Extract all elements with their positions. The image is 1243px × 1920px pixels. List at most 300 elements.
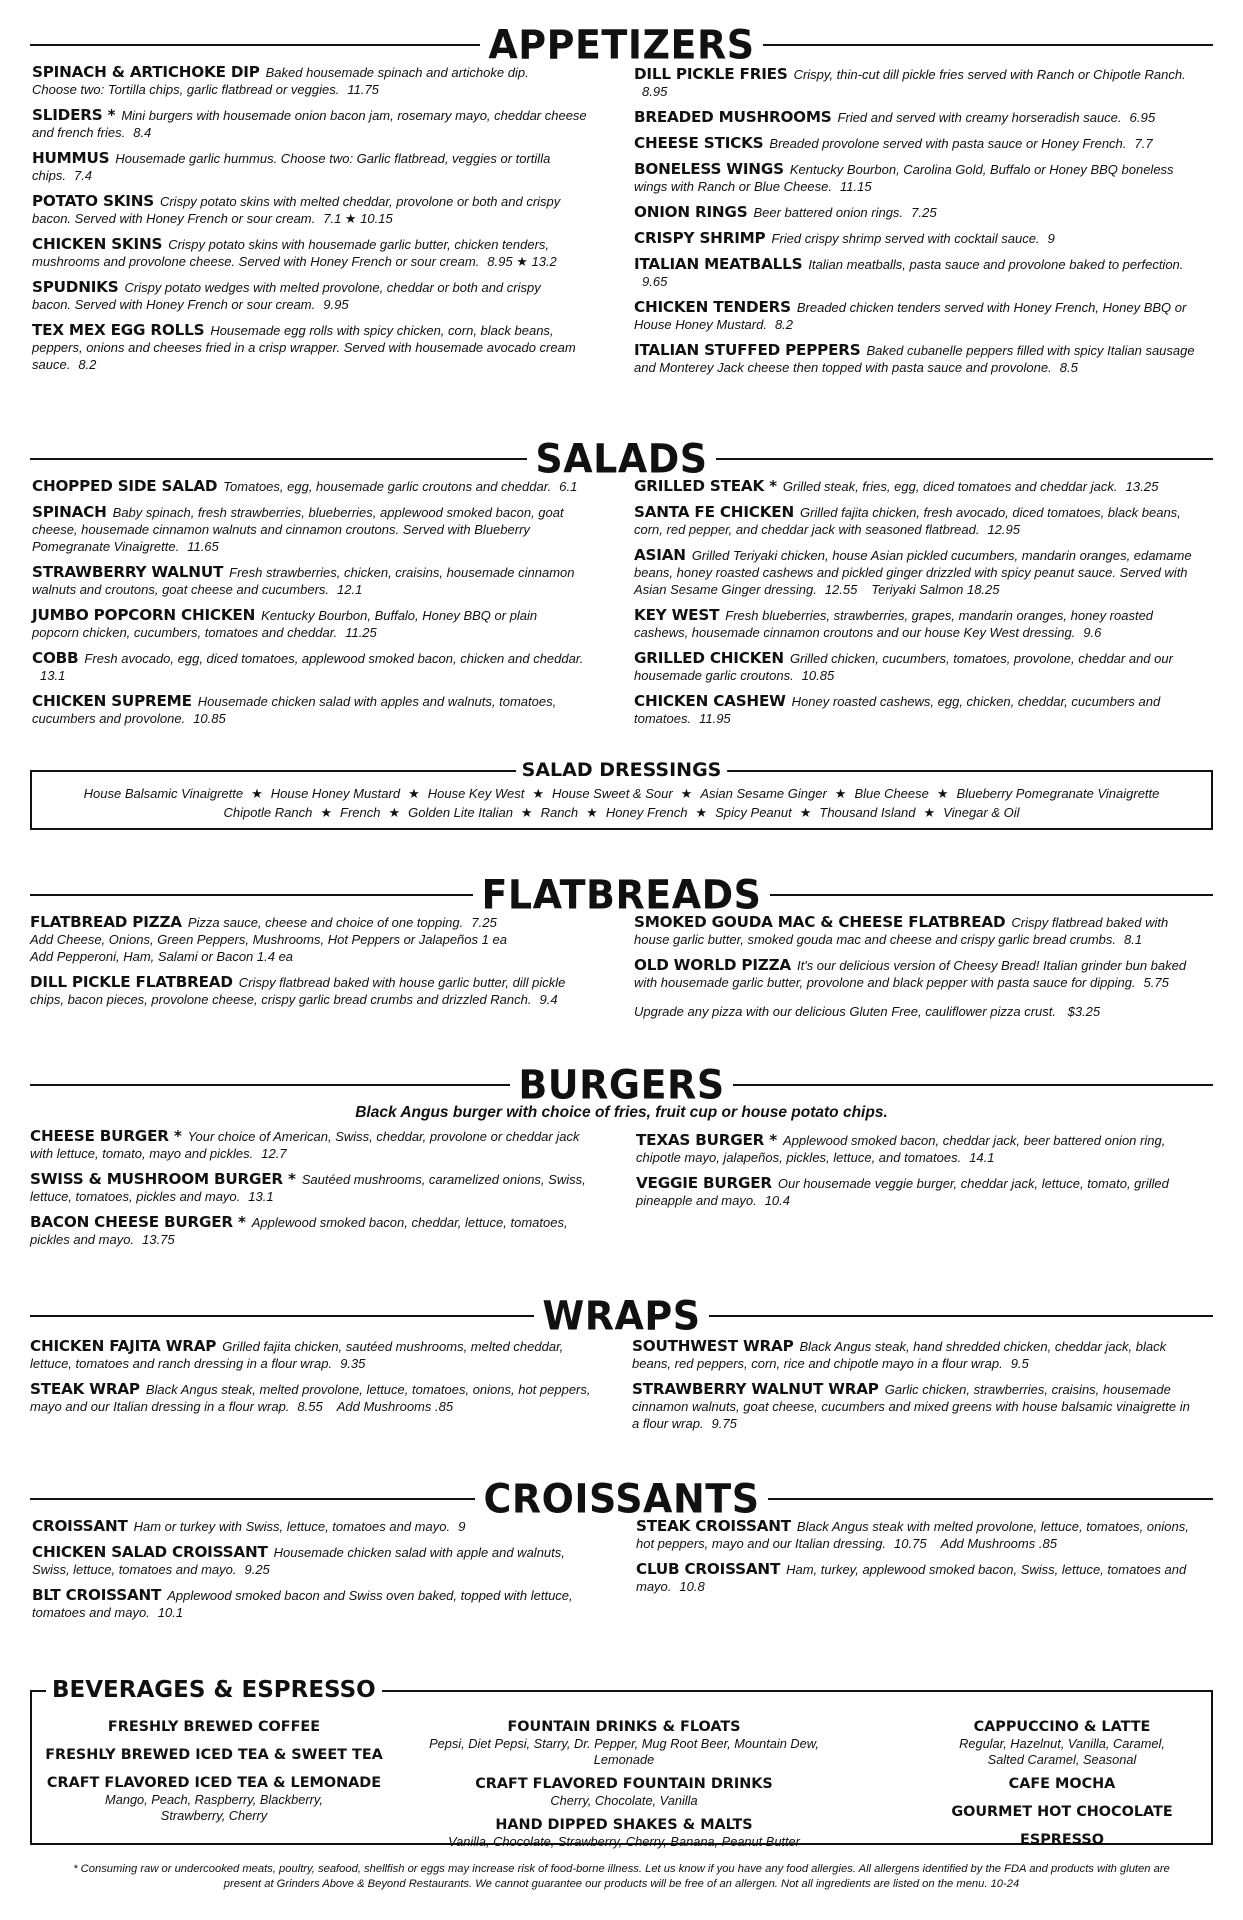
menu-item (32, 322, 620, 373)
beverages-column-3 (932, 1718, 1192, 1859)
footnote-line-1: * Consuming raw or undercooked meats, poultry, seafood, shellfish or eggs may increase risk of food-borne illness. Let us know if you have any food allergies. All allergens identified by the FDA and products with gluten are (73, 1863, 1170, 1875)
salads-title: SALADS (535, 435, 708, 483)
menu-item (32, 107, 620, 141)
menu-item-name: ASIAN (634, 546, 686, 564)
menu-item-description: Ham, turkey, applewood smoked bacon, Swiss, lettuce, tomatoes and (786, 1562, 1187, 1577)
dressings-row-1 (40, 784, 1203, 803)
menu-item-name: ITALIAN STUFFED PEPPERS (634, 341, 861, 359)
croissants-header (30, 1476, 1213, 1522)
menu-item-description-line: House Honey Mustard. 8.2 (634, 317, 794, 332)
menu-item-price: 5.75 (1143, 975, 1169, 990)
menu-item-name: VEGGIE BURGER (636, 1174, 772, 1192)
menu-item-price: 6.95 (1129, 110, 1156, 125)
menu-item (634, 504, 1222, 538)
menu-item-name: TEXAS BURGER * (636, 1131, 777, 1149)
menu-item-price: 13.75 (142, 1232, 175, 1247)
dressing-name: Ranch (540, 805, 579, 820)
appetizers-left-column (32, 64, 620, 382)
burgers-right-column (636, 1132, 1224, 1218)
menu-item (32, 64, 620, 98)
salad-dressings-title: SALAD DRESSINGS (516, 759, 728, 781)
menu-item-description-line: Pomegranate Vinaigrette. 11.65 (32, 539, 219, 554)
menu-item-price: 12.55 (824, 582, 858, 597)
dressing-name: French (340, 805, 381, 820)
menu-item-description: Italian meatballs, pasta sauce and provolone baked to perfection. (808, 257, 1184, 272)
menu-item-description-line: cashews, housemade cinnamon croutons and our house Key West dressing. 9.6 (634, 625, 1102, 640)
menu-item (32, 478, 620, 495)
menu-item-description: Grilled steak, fries, egg, diced tomatoes and cheddar jack. (782, 479, 1118, 494)
menu-item-price: 8.2 (774, 317, 794, 332)
menu-item (30, 1381, 618, 1415)
menu-item-name: FLATBREAD PIZZA (30, 913, 182, 931)
menu-item-description: Black Angus steak, hand shredded chicken, cheddar jack, black (799, 1339, 1167, 1354)
menu-item-description-line: mushrooms and provolone cheese. Served with Honey French or sour cream. 8.95 ★ 13.2 (32, 254, 557, 269)
menu-item-description: Fried crispy shrimp served with cocktail sauce. (771, 231, 1040, 246)
flatbreads-left-column (30, 914, 618, 1017)
menu-item (634, 161, 1222, 195)
beverage-spacer (932, 1849, 1192, 1859)
menu-item-price: 11.25 (345, 625, 377, 640)
menu-item-price: 12.95 (987, 522, 1020, 537)
menu-item-description: Grilled chicken, cucumbers, tomatoes, provolone, cheddar and our (789, 651, 1173, 666)
beverage-options-line: Strawberry, Cherry (160, 1808, 268, 1823)
beverage-heading: FRESHLY BREWED COFFEE (107, 1719, 321, 1735)
croissants-left-column (32, 1518, 620, 1630)
menu-item (32, 150, 620, 184)
menu-item-description: Breaded provolone served with pasta sauce or Honey French. (769, 136, 1127, 151)
menu-item-price: 6.1 (559, 479, 578, 494)
menu-item-name: ONION RINGS (634, 203, 748, 221)
beverage-heading: HAND DIPPED SHAKES & MALTS (495, 1817, 753, 1833)
menu-item-description: Our housemade veggie burger, cheddar jack, lettuce, tomato, grilled (777, 1176, 1169, 1191)
menu-item-price: 9.65 (642, 274, 668, 289)
menu-item-price: 12.7 (261, 1146, 287, 1161)
menu-item-price: 9.25 (244, 1562, 270, 1577)
menu-item-description: Housemade chicken salad with apples and walnuts, tomatoes, (197, 694, 557, 709)
menu-item-name: STEAK CROISSANT (636, 1517, 791, 1535)
menu-item-description-line: pickles and mayo. 13.75 (30, 1232, 175, 1247)
menu-item (634, 693, 1222, 727)
menu-item-description-line: walnuts and croutons, goat cheese and cucumbers. 12.1 (32, 582, 363, 597)
menu-item (636, 1561, 1224, 1595)
menu-item-description-line: chips, bacon pieces, provolone cheese, crispy garlic bread crumbs and drizzled Ranch. 9.4 (30, 992, 558, 1007)
menu-item-name: GRILLED CHICKEN (634, 649, 784, 667)
menu-item-description-line: cucumbers and provolone. 10.85 (32, 711, 226, 726)
menu-item-description: Honey roasted cashews, egg, chicken, cheddar, cucumbers and (791, 694, 1161, 709)
star-separator-icon: ★ (251, 786, 263, 801)
menu-item-name: HUMMUS (32, 149, 110, 167)
menu-item-price: 9 (1047, 231, 1055, 246)
flatbreads-header (30, 872, 1213, 918)
menu-item-description-line: bacon. Served with Honey French or sour cream. 7.1 ★ 10.15 (32, 211, 393, 226)
menu-item-description: Ham or turkey with Swiss, lettuce, tomatoes and mayo. (133, 1519, 451, 1534)
menu-item-price: 12.1 (337, 582, 363, 597)
menu-item-extra: Add Mushrooms .85 (336, 1399, 454, 1414)
menu-item-description-line: peppers, onions and cheeses fried in a crisp wrapper. Served with housemade avocado cream (32, 340, 576, 355)
beverage-options (932, 1736, 1192, 1768)
menu-item-price: 10.85 (801, 668, 835, 683)
salads-left-column (32, 478, 620, 736)
beverages-column-2 (404, 1718, 844, 1857)
menu-item-name: CHICKEN FAJITA WRAP (30, 1337, 217, 1355)
menu-item (30, 1338, 618, 1372)
menu-item (634, 66, 1222, 100)
menu-item-description-line: and french fries. 8.4 (32, 125, 152, 140)
beverage-options (404, 1793, 844, 1809)
salad-dressings-box (30, 759, 1213, 830)
menu-item (32, 193, 620, 227)
menu-item-description: Fresh blueberries, strawberries, grapes, mandarin oranges, honey roasted (725, 608, 1154, 623)
menu-item-description: Grilled fajita chicken, fresh avocado, diced tomatoes, black beans, (799, 505, 1181, 520)
menu-item-name: SPUDNIKS (32, 278, 119, 296)
menu-item-description: Crispy flatbread baked with house garlic butter, dill pickle (238, 975, 566, 990)
menu-item (30, 914, 618, 965)
menu-item-name: STRAWBERRY WALNUT (32, 563, 224, 581)
menu-item-price: 9.6 (1083, 625, 1102, 640)
menu-item-price: 9 (458, 1519, 466, 1534)
salads-header (30, 436, 1213, 482)
menu-item-description: Crispy potato skins with melted cheddar, provolone or both and crispy (159, 194, 561, 209)
menu-item (32, 279, 620, 313)
menu-item-description-line: housemade garlic croutons. 10.85 (634, 668, 835, 683)
star-separator-icon: ★ (408, 786, 420, 801)
menu-item-name: JUMBO POPCORN CHICKEN (32, 606, 256, 624)
menu-item-description: Crispy potato skins with housemade garlic butter, chicken tenders, (168, 237, 550, 252)
beverage-options (36, 1792, 392, 1824)
menu-item-price: 10.1 (157, 1605, 184, 1620)
star-separator-icon: ★ (936, 786, 949, 801)
salads-right-column (634, 478, 1222, 736)
beverage-spacer (932, 1821, 1192, 1831)
menu-item-description-line: mayo and our Italian dressing in a flour wrap. 8.55 Add Mushrooms .85 (30, 1399, 454, 1414)
menu-item-name: COBB (32, 649, 79, 667)
menu-item-description: It's our delicious version of Cheesy Bread! Italian grinder bun baked (796, 958, 1187, 973)
dressing-name: House Key West (427, 786, 525, 801)
appetizers-right-column (634, 66, 1222, 385)
menu-item-extra: Teriyaki Salmon 18.25 (871, 582, 1000, 597)
menu-item-name: BACON CHEESE BURGER * (30, 1213, 246, 1231)
menu-item-description-line: and Monterey Jack cheese then topped with pasta sauce and provolone. 8.5 (634, 360, 1078, 375)
menu-item-description: Sautéed mushrooms, caramelized onions, Swiss, (301, 1172, 586, 1187)
dressing-name: Blue Cheese (854, 786, 929, 801)
menu-item-name: SWISS & MUSHROOM BURGER * (30, 1170, 296, 1188)
gluten-free-price: $3.25 (1067, 1004, 1101, 1019)
menu-item-description: Crispy, thin-cut dill pickle fries served with Ranch or Chipotle Ranch. (793, 67, 1186, 82)
menu-item-name: DILL PICKLE FRIES (634, 65, 788, 83)
menu-item-description-line: mayo. 10.8 (636, 1579, 705, 1594)
menu-item (634, 607, 1222, 641)
star-separator-icon: ★ (520, 805, 533, 820)
burgers-title: BURGERS (518, 1061, 725, 1109)
menu-item-description-line: tomatoes and mayo. 10.1 (32, 1605, 184, 1620)
footnote-line-2: present at Grinders Above & Beyond Restaurants. We cannot guarantee our products will be free of an allergen. Not all ingredients are listed on the menu. 10-24 (223, 1878, 1020, 1890)
burgers-left-column (30, 1128, 618, 1257)
menu-item-price: 10.75 (894, 1536, 927, 1551)
menu-item (32, 607, 620, 641)
menu-item (30, 1128, 618, 1162)
menu-item-price: 9.75 (711, 1416, 737, 1431)
menu-item-price: 10.4 (764, 1193, 791, 1208)
menu-item-price: 8.4 (133, 125, 152, 140)
beverage-options-line: Salted Caramel, Seasonal (987, 1752, 1137, 1767)
menu-item-description-line: chips. 7.4 (32, 168, 93, 183)
menu-item-price: 7.4 (73, 168, 93, 183)
menu-item-description-line (634, 273, 1222, 290)
menu-item-description: Housemade chicken salad with apple and walnuts, (273, 1545, 565, 1560)
menu-item-description-line: Add Pepperoni, Ham, Salami or Bacon 1.4 ea (30, 949, 294, 964)
menu-item (32, 1587, 620, 1621)
menu-item-name: TEX MEX EGG ROLLS (32, 321, 205, 339)
menu-item-description-line: cheese, housemade cinnamon walnuts and cinnamon croutons. Served with Blueberry (32, 522, 530, 537)
menu-item-description: Your choice of American, Swiss, cheddar, provolone or cheddar jack (187, 1129, 580, 1144)
menu-item-description: Baked housemade spinach and artichoke dip. (265, 65, 529, 80)
menu-item-description: Grilled fajita chicken, sautéed mushrooms, melted cheddar, (222, 1339, 564, 1354)
menu-item-name: CHICKEN SUPREME (32, 692, 192, 710)
menu-item-name: SPINACH (32, 503, 107, 521)
appetizers-header (30, 22, 1213, 68)
menu-item-name: SANTA FE CHICKEN (634, 503, 794, 521)
beverages-box (30, 1677, 1213, 1849)
star-separator-icon: ★ (799, 805, 812, 820)
menu-item-description-line: pineapple and mayo. 10.4 (636, 1193, 791, 1208)
menu-item (634, 299, 1222, 333)
menu-item-name: DILL PICKLE FLATBREAD (30, 973, 233, 991)
menu-item-name: CHICKEN SKINS (32, 235, 163, 253)
menu-item-description-line: cinnamon walnuts, goat cheese, cucumbers and mixed greens with house balsamic vinaigrette in (632, 1399, 1190, 1414)
menu-item-price: 7.25 (911, 205, 937, 220)
menu-item-price: 11.95 (699, 711, 731, 726)
menu-item (32, 564, 620, 598)
menu-item-description-line (634, 83, 1222, 100)
menu-item-price: 11.65 (187, 539, 219, 554)
star-separator-icon: ★ (834, 786, 847, 801)
menu-item-description-line: Swiss, lettuce, tomatoes and mayo. 9.25 (32, 1562, 270, 1577)
menu-item-description: Applewood smoked bacon, cheddar jack, beer battered onion ring, (783, 1133, 1166, 1148)
menu-item (634, 204, 1222, 221)
menu-item-description: Applewood smoked bacon and Swiss oven baked, topped with lettuce, (167, 1588, 573, 1603)
menu-item (30, 1214, 618, 1248)
menu-item-description: Pizza sauce, cheese and choice of one topping. (187, 915, 464, 930)
menu-item-price: 11.15 (840, 179, 872, 194)
beverage-spacer (36, 1764, 392, 1774)
star-separator-icon: ★ (695, 805, 708, 820)
burgers-subtitle: Black Angus burger with choice of fries, fruit cup or house potato chips. (355, 1104, 888, 1121)
beverage-heading: CRAFT FLAVORED ICED TEA & LEMONADE (46, 1775, 382, 1791)
menu-item-description-line: Asian Sesame Ginger dressing. 12.55 Teriyaki Salmon 18.25 (634, 582, 1000, 597)
menu-item (634, 957, 1222, 991)
menu-item-price: 10.8 (679, 1579, 705, 1594)
beverage-options (404, 1736, 844, 1768)
menu-item-description: Fried and served with creamy horseradish sauce. (837, 110, 1122, 125)
menu-item-price: 7.1 ★ 10.15 (323, 211, 393, 226)
menu-item (634, 256, 1222, 290)
menu-item-description-line: bacon. Served with Honey French or sour cream. 9.95 (32, 297, 349, 312)
menu-item-description-line: Choose two: Tortilla chips, garlic flatbread or veggies. 11.75 (32, 82, 379, 97)
menu-item (634, 342, 1222, 376)
menu-item-name: BLT CROISSANT (32, 1586, 162, 1604)
menu-item (634, 135, 1222, 152)
menu-item-price: 9.95 (323, 297, 349, 312)
menu-item-description: Baked cubanelle peppers filled with spicy Italian sausage (866, 343, 1195, 358)
menu-item (634, 230, 1222, 247)
allergen-footnote (40, 1862, 1203, 1892)
menu-item (634, 650, 1222, 684)
wraps-right-column (632, 1338, 1220, 1441)
menu-item-description-line: hot peppers, mayo and our Italian dressing. 10.75 Add Mushrooms .85 (636, 1536, 1057, 1551)
menu-item-price: 9.35 (340, 1356, 366, 1371)
menu-item-price: 7.25 (471, 915, 497, 930)
beverage-heading: GOURMET HOT CHOCOLATE (951, 1804, 1173, 1820)
beverage-heading: CAFE MOCHA (1008, 1776, 1116, 1792)
croissants-title: CROISSANTS (483, 1475, 760, 1523)
menu-item-price: 13.1 (248, 1189, 274, 1204)
menu-item (30, 1171, 618, 1205)
star-separator-icon: ★ (680, 786, 693, 801)
beverage-heading: FOUNTAIN DRINKS & FLOATS (507, 1719, 741, 1735)
croissants-right-column (636, 1518, 1224, 1604)
beverage-spacer (36, 1736, 392, 1746)
menu-item-description: Fresh avocado, egg, diced tomatoes, applewood smoked bacon, chicken and cheddar. (84, 651, 584, 666)
beverage-heading: CAPPUCCINO & LATTE (973, 1719, 1151, 1735)
menu-item-price: 8.1 (1123, 932, 1143, 947)
menu-item-name: OLD WORLD PIZZA (634, 956, 791, 974)
menu-item (632, 1338, 1220, 1372)
menu-item-description-line: Add Cheese, Onions, Green Peppers, Mushrooms, Hot Peppers or Jalapeños 1 ea (30, 932, 507, 947)
dressing-name: House Balsamic Vinaigrette (83, 786, 244, 801)
wraps-left-column (30, 1338, 618, 1424)
menu-item-description: Crispy potato wedges with melted provolone, cheddar or both and crispy (124, 280, 541, 295)
menu-item-description: Black Angus steak, melted provolone, lettuce, tomatoes, onions, hot peppers, (145, 1382, 591, 1397)
beverage-heading: CRAFT FLAVORED FOUNTAIN DRINKS (475, 1776, 773, 1792)
menu-item-name: CHEESE BURGER * (30, 1127, 182, 1145)
menu-item-description: Kentucky Bourbon, Carolina Gold, Buffalo or Honey BBQ boneless (789, 162, 1174, 177)
menu-item-description: Garlic chicken, strawberries, craisins, housemade (884, 1382, 1171, 1397)
dressing-name: Chipotle Ranch (223, 805, 313, 820)
menu-item-description: Crispy flatbread baked with (1011, 915, 1169, 930)
star-separator-icon: ★ (586, 805, 598, 820)
menu-item-description: Grilled Teriyaki chicken, house Asian pickled cucumbers, mandarin oranges, edamame (691, 548, 1192, 563)
menu-item-name: CRISPY SHRIMP (634, 229, 766, 247)
menu-item-price: 13.25 (1125, 479, 1159, 494)
star-separator-icon: ★ (532, 786, 544, 801)
menu-item (634, 109, 1222, 126)
menu-item (634, 547, 1222, 598)
menu-item (636, 1132, 1224, 1166)
menu-item-name: ITALIAN MEATBALLS (634, 255, 803, 273)
menu-item-description: Black Angus steak with melted provolone, lettuce, tomatoes, onions, (796, 1519, 1189, 1534)
menu-item (634, 914, 1222, 948)
beverages-column-1 (36, 1718, 392, 1831)
dressing-name: Asian Sesame Ginger (700, 786, 827, 801)
menu-item (32, 650, 620, 684)
dressing-name: House Sweet & Sour (551, 786, 673, 801)
dressing-name: Golden Lite Italian (408, 805, 513, 820)
menu-item-price: 10.85 (193, 711, 226, 726)
menu-item (32, 693, 620, 727)
beverage-options-line: Vanilla, Chocolate, Strawberry, Cherry, Banana, Peanut Butter (448, 1834, 800, 1849)
menu-item-description-line: a flour wrap. 9.75 (632, 1416, 737, 1431)
menu-item-name: CHOPPED SIDE SALAD (32, 477, 218, 495)
gluten-free-note (634, 1004, 1100, 1019)
menu-item-name: GRILLED STEAK * (634, 477, 777, 495)
menu-item-name: SLIDERS * (32, 106, 116, 124)
menu-item-description: Beer battered onion rings. (753, 205, 904, 220)
menu-item-extra: Add Mushrooms .85 (940, 1536, 1057, 1551)
menu-item-name: STEAK WRAP (30, 1380, 140, 1398)
menu-item-name: CHEESE STICKS (634, 134, 764, 152)
menu-item-name: POTATO SKINS (32, 192, 154, 210)
beverage-options-line: Pepsi, Diet Pepsi, Starry, Dr. Pepper, Mug Root Beer, Mountain Dew, Lemonade (429, 1736, 819, 1767)
menu-item-price: 8.55 (297, 1399, 323, 1414)
menu-item-description: Fresh strawberries, chicken, craisins, housemade cinnamon (229, 565, 575, 580)
menu-item-description: Housemade garlic hummus. Choose two: Garlic flatbread, veggies or tortilla (115, 151, 551, 166)
menu-item-description: Housemade egg rolls with spicy chicken, corn, black beans, (210, 323, 554, 338)
star-separator-icon: ★ (388, 805, 401, 820)
dressing-name: House Honey Mustard (270, 786, 401, 801)
menu-item-name: BONELESS WINGS (634, 160, 784, 178)
dressing-name: Blueberry Pomegranate Vinaigrette (956, 786, 1160, 801)
menu-item (32, 1518, 620, 1535)
menu-item-description-line: wings with Ranch or Blue Cheese. 11.15 (634, 179, 872, 194)
menu-item (636, 1518, 1224, 1552)
flatbreads-title: FLATBREADS (481, 871, 762, 919)
menu-item-name: CHICKEN SALAD CROISSANT (32, 1543, 268, 1561)
menu-item-description: Mini burgers with housemade onion bacon jam, rosemary mayo, cheddar cheese (121, 108, 587, 123)
menu-item-name: SPINACH & ARTICHOKE DIP (32, 63, 260, 81)
menu-item-name: STRAWBERRY WALNUT WRAP (632, 1380, 879, 1398)
menu-item (636, 1175, 1224, 1209)
beverages-title: BEVERAGES & ESPRESSO (46, 1676, 382, 1704)
menu-item-price: 13.1 (40, 668, 66, 683)
menu-item (32, 504, 620, 555)
menu-item-description: Breaded chicken tenders served with Honey French, Honey BBQ or (796, 300, 1187, 315)
menu-item-name: SMOKED GOUDA MAC & CHEESE FLATBREAD (634, 913, 1006, 931)
beverage-options (404, 1834, 844, 1850)
menu-item-description-line: house garlic butter, smoked gouda mac and cheese and crispy garlic bread crumbs. 8.1 (634, 932, 1143, 947)
beverage-options-line: Cherry, Chocolate, Vanilla (550, 1793, 698, 1808)
menu-item-price: 9.5 (1010, 1356, 1029, 1371)
menu-item-price: 14.1 (969, 1150, 995, 1165)
menu-item-description-line: with lettuce, tomato, mayo and pickles. 12.7 (30, 1146, 287, 1161)
gluten-free-text: Upgrade any pizza with our delicious Gluten Free, cauliflower pizza crust. (634, 1004, 1056, 1019)
dressing-name: Vinegar & Oil (943, 805, 1020, 820)
beverage-options-line: Regular, Hazelnut, Vanilla, Caramel, (959, 1736, 1165, 1751)
menu-item-price: 8.95 (642, 84, 668, 99)
menu-item-description-line (32, 667, 620, 684)
menu-item-description: Kentucky Bourbon, Buffalo, Honey BBQ or plain (261, 608, 538, 623)
menu-item-name: BREADED MUSHROOMS (634, 108, 832, 126)
wraps-header (30, 1293, 1213, 1339)
appetizers-title: APPETIZERS (488, 21, 755, 69)
menu-item-description-line: lettuce, tomatoes and ranch dressing in a flour wrap. 9.35 (30, 1356, 366, 1371)
beverage-options-line: Mango, Peach, Raspberry, Blackberry, (105, 1792, 323, 1807)
menu-item-description-line: tomatoes. 11.95 (634, 711, 731, 726)
menu-item-name: SOUTHWEST WRAP (632, 1337, 794, 1355)
menu-item-name: KEY WEST (634, 606, 720, 624)
menu-item (32, 1544, 620, 1578)
menu-item-price: 8.95 ★ 13.2 (487, 254, 557, 269)
menu-item (30, 974, 618, 1008)
menu-item-description: Tomatoes, egg, housemade garlic croutons and cheddar. (223, 479, 552, 494)
menu-item (632, 1381, 1220, 1432)
menu-item-name: CROISSANT (32, 1517, 128, 1535)
menu-item-name: CHICKEN TENDERS (634, 298, 791, 316)
star-separator-icon: ★ (320, 805, 332, 820)
menu-item-description: Applewood smoked bacon, cheddar, lettuce, tomatoes, (251, 1215, 568, 1230)
menu-item-price: 8.2 (78, 357, 97, 372)
menu-item (32, 236, 620, 270)
menu-item-description-line: corn, red pepper, and cheddar jack with seasoned flatbread. 12.95 (634, 522, 1020, 537)
